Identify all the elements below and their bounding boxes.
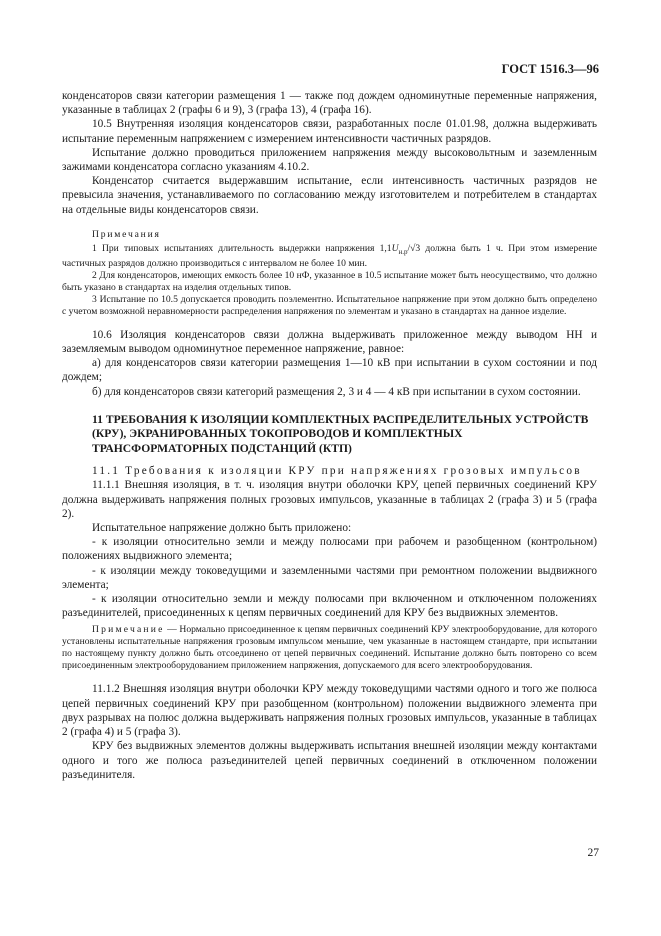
list-item-2: - к изоляции между токоведущими и заземленными частями при ремонтном положении выдвижного элемента; — [62, 564, 597, 591]
paragraph-10-6-a: а) для конденсаторов связи категории размещения 1—10 кВ при испытании в сухом состоянии и под дождем; — [62, 357, 597, 384]
paragraph-11-1-2: 11.1.2 Внешняя изоляция внутри оболочки КРУ между токоведущими частями одного и того же полюса цепей первичных соединений КРУ при разобщенном (контрольном) положении выдвижного элемента при двух разрывах на полюс должна выдерживать напряжения полных грозовых импульсов, указанные в таблицах 2 (графа 4) и 5 (графа 3). — [62, 683, 597, 739]
paragraph-10-6: 10.6 Изоляция конденсаторов связи должна выдерживать приложенное между выводом НН и заземляемым выводом одноминутное переменное напряжение, равное: — [62, 328, 597, 355]
notes-heading: Примечания — [92, 228, 161, 240]
paragraph-continuation: конденсаторов связи категории размещения 1 — также под дождем одноминутные переменные напряжения, указанные в таблицах 2 (графы 6 и 9), 3 (графа 13), 4 (графа 16). — [62, 90, 597, 117]
paragraph-pass-criteria: Конденсатор считается выдержавшим испытание, если интенсивность частичных разрядов не превысила значения, устанавливаемого по согласованию между изготовителем и потребителем в стандартах на отдельные виды конденсаторов связи. — [62, 175, 597, 216]
page-content — [62, 89, 597, 782]
subsection-11-1-title: 11.1 Требования к изоляции КРУ при напряжениях грозовых импульсов — [92, 465, 582, 478]
paragraph-10-6-b: б) для конденсаторов связи категорий размещения 2, 3 и 4 — 4 кВ при испытании в сухом состоянии. — [92, 385, 581, 398]
section-11-title: 11 ТРЕБОВАНИЯ К ИЗОЛЯЦИИ КОМПЛЕКТНЫХ РАСПРЕДЕЛИТЕЛЬНЫХ УСТРОЙСТВ (КРУ), ЭКРАНИРОВАННЫХ ТОКОПРОВОДОВ И КОМПЛЕКТНЫХ ТРАНСФОРМАТОРНЫХ ПОДСТАНЦИЙ (КТП) — [92, 412, 589, 455]
note-item-3: 3 Испытание по 10.5 допускается проводить поэлементно. Испытательное напряжение при этом должно быть определено с учетом возможной неравномерности распределения напряжения по элементам и указано в стандартах на данное изделие. — [62, 293, 597, 317]
note-item-1: 1 При типовых испытаниях длительность выдержки напряжения $1,1U_{н.р}/√3$ должна быть 1 ч. При этом измерение частичных разрядов должно производиться с интервалом не более 10 мин. — [62, 242, 597, 269]
list-item-3: - к изоляции относительно земли и между полюсами при включенном и отключенном положениях разъединителей, присоединенных к цепям первичных соединений для КРУ без выдвижных элементов. — [62, 593, 597, 620]
paragraph-11-1-1: 11.1.1 Внешняя изоляция, в т. ч. изоляция внутри оболочки КРУ, цепей первичных соединений КРУ должна выдерживать напряжения полных грозовых импульсов, указанные в таблицах 2 (графа 3) и 5 (графа 2). — [62, 479, 597, 520]
page-number: 27 — [587, 847, 599, 859]
list-item-1: - к изоляции относительно земли и между полюсами при рабочем и разобщенном (контрольном) положениях выдвижного элемента; — [62, 536, 597, 563]
paragraph-kru-no-draw-out: КРУ без выдвижных элементов должны выдерживать испытания внешней изоляции между контактами одного и того же полюса разъединителей цепей первичных соединений в отключенном положении разъединителя. — [62, 740, 597, 781]
note-11-1: Примечание — Нормально присоединенное к цепям первичных соединений КРУ электрооборудование, для которого установлены испытательные напряжения грозовым импульсом меньшие, чем указанные в настоящем стандарте, при испытании по настоящему пункту должно быть отсоединено от цепей первичных соединений. Испытание должно быть повторено со всем присоединенным электрооборудованием приложением напряжения, допускаемого для всего электрооборудования. — [62, 624, 597, 672]
paragraph-test-procedure: Испытание должно проводиться приложением напряжения между высоковольтным и заземленным зажимами конденсатора согласно указаниям 4.10.2. — [62, 146, 597, 174]
paragraph-test-voltage: Испытательное напряжение должно быть приложено: — [92, 522, 352, 535]
paragraph-10-5: 10.5 Внутренняя изоляция конденсаторов связи, разработанных после 01.01.98, должна выдерживать испытание переменным напряжением с измерением интенсивности частичных разрядов. — [62, 118, 597, 145]
note-item-2: 2 Для конденсаторов, имеющих емкость более 10 нФ, указанное в 10.5 испытание может быть неосуществимо, что должно быть указано в стандартах на изделия отдельных типов. — [62, 269, 597, 293]
document-code: ГОСТ 1516.3—96 — [501, 62, 599, 76]
